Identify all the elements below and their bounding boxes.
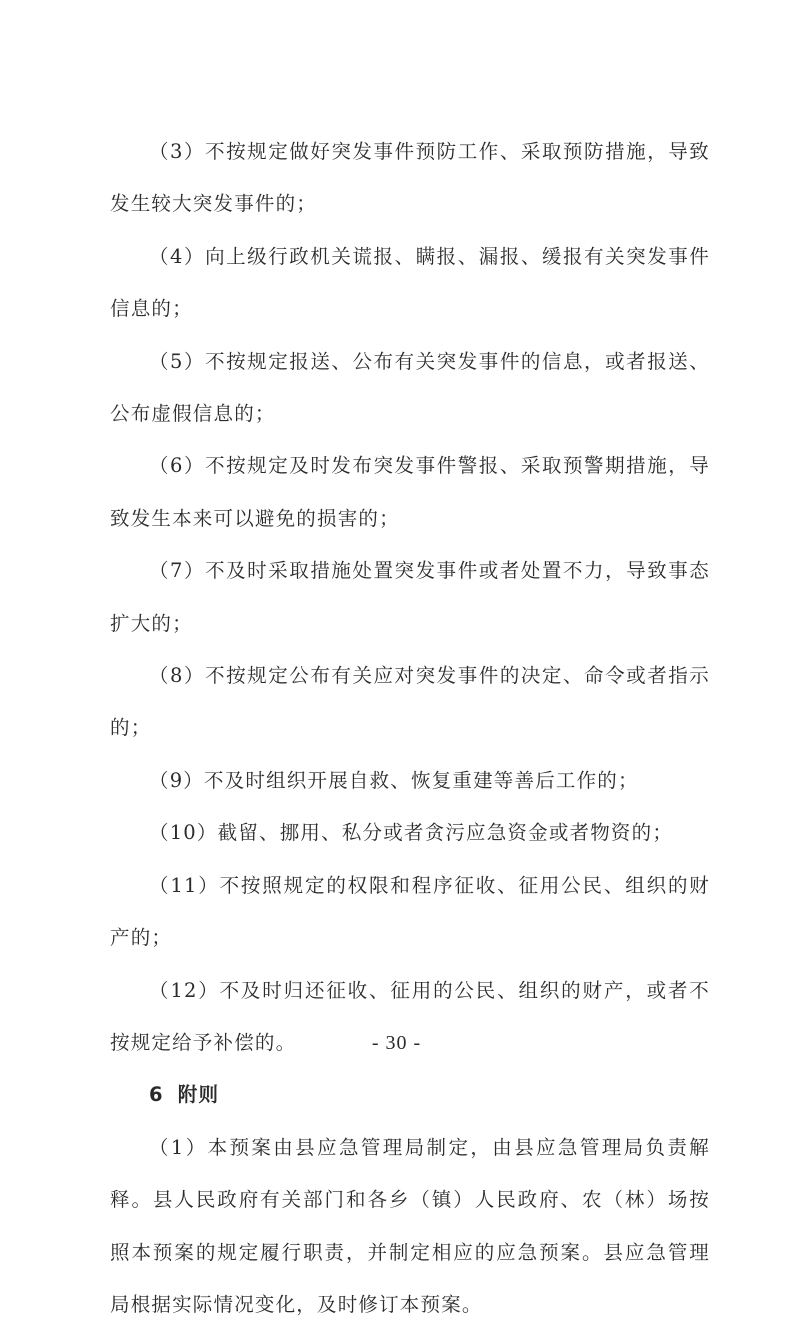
clause-5: （5）不按规定报送、公布有关突发事件的信息，或者报送、公布虚假信息的； [110, 349, 710, 426]
clause-10: （10）截留、挪用、私分或者贪污应急资金或者物资的； [149, 821, 674, 845]
section-clause-1: （1）本预案由县应急管理局制定，由县应急管理局负责解释。县人民政府有关部门和各乡（镇）人民政府、农（林）场按照本预案的规定履行职责，并制定相应的应急预案。县应急管理局根据实际情况变化，及时修订本预案。 [110, 1135, 710, 1316]
clause-12: （12）不及时归还征收、征用的公民、组织的财产，或者不按规定给予补偿的。 [110, 978, 710, 1054]
clause-7: （7）不及时采取措施处置突发事件或者处置不力，导致事态扩大的； [110, 559, 710, 635]
section-heading [110, 1069, 710, 1121]
page-number: - 30 - [371, 1032, 422, 1054]
section-title: 附则 [177, 1083, 220, 1107]
clause-6: （6）不按规定及时发布突发事件警报、采取预警期措施，导致发生本来可以避免的损害的； [110, 454, 710, 530]
clause-3: （3）不按规定做好突发事件预防工作、采取预防措施，导致发生较大突发事件的； [110, 140, 710, 216]
section-number: 6 [149, 1083, 164, 1107]
clause-8: （8）不按规定公布有关应对突发事件的决定、命令或者指示的； [110, 664, 710, 740]
clause-9: （9）不及时组织开展自救、恢复重建等善后工作的； [149, 768, 639, 792]
clause-4: （4）向上级行政机关谎报、瞒报、漏报、缓报有关突发事件信息的； [110, 244, 710, 321]
document-body [110, 126, 710, 1331]
clause-11: （11）不按照规定的权限和程序征收、征用公民、组织的财产的； [110, 873, 710, 950]
